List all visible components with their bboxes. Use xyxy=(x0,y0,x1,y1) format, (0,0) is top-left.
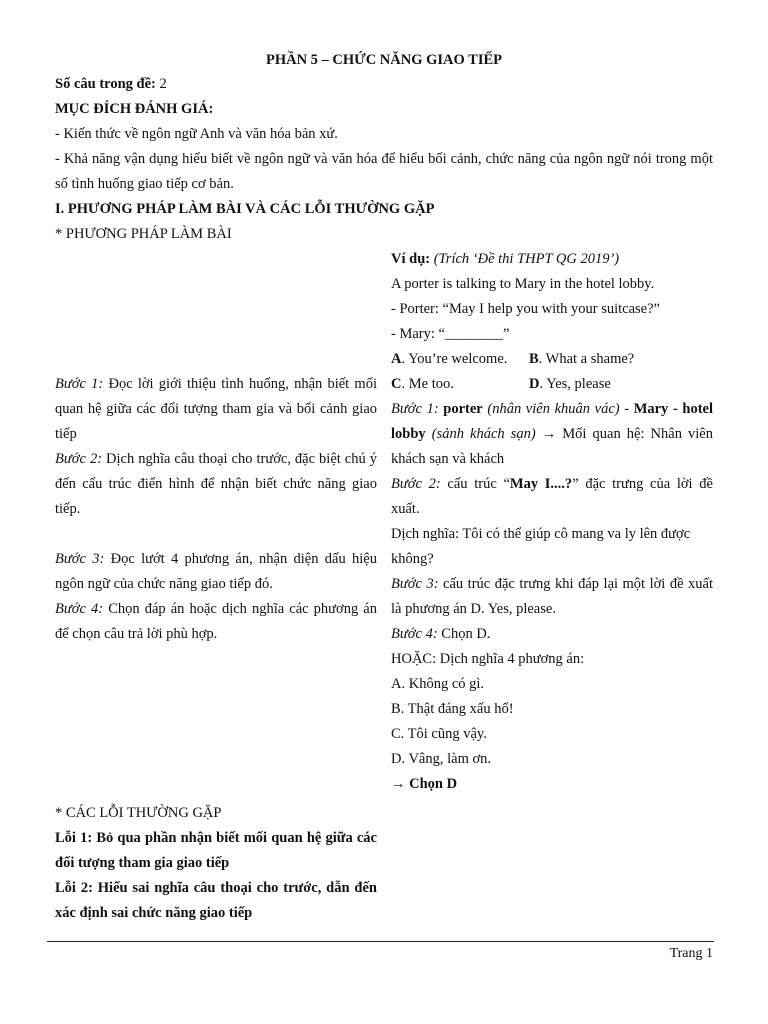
translation-item: C. Tôi cũng vậy. xyxy=(391,726,487,742)
step-2-right: Bước 2: cấu trúc “May I....?” đặc trưng của lời đề xuất. xyxy=(391,476,713,517)
step-3-right: Bước 3: cấu trúc đặc trưng khi đáp lại một lời đề xuất là phương án D. Yes, please. xyxy=(391,576,713,617)
purpose-item: - Khả năng vận dụng hiểu biết về ngôn ngữ và văn hóa để hiểu bối cảnh, chức năng của ngôn ngữ nói trong một số tình huống giao tiếp cơ bản. xyxy=(55,151,713,192)
question-count xyxy=(55,72,713,97)
right-column xyxy=(391,247,713,797)
option-a: A. You’re welcome. xyxy=(391,351,508,367)
step-1-right: Bước 1: porter (nhân viên khuân vác) - Mary - hotel lobby (sảnh khách sạn) → Mối quan hệ: Nhân viên khách sạn và khách xyxy=(391,401,713,467)
step-label: Bước 1: xyxy=(55,376,104,392)
option-d: D. Yes, please xyxy=(529,376,611,392)
option-c: C. Me too. xyxy=(391,376,454,392)
method-heading: * PHƯƠNG PHÁP LÀM BÀI xyxy=(55,226,232,242)
page-title: PHẦN 5 – CHỨC NĂNG GIAO TIẾP xyxy=(265,52,503,68)
options-row xyxy=(391,372,713,397)
errors-column xyxy=(55,826,377,926)
alternative-heading: HOẶC: Dịch nghĩa 4 phương án: xyxy=(391,651,585,667)
two-column-content xyxy=(55,247,713,797)
step-text: Chọn đáp án hoặc dịch nghĩa các phương án để chọn câu trả lời phù hợp. xyxy=(55,601,377,642)
document-page xyxy=(55,48,713,926)
error-item: Lỗi 2: Hiểu sai nghĩa câu thoại cho trước, dẫn đến xác định sai chức năng giao tiếp xyxy=(55,880,377,921)
option-b: B. What a shame? xyxy=(529,351,635,367)
mary-line: - Mary: “________” xyxy=(391,326,510,342)
step-2-left xyxy=(55,447,377,522)
question-count-label: Số câu trong đề: xyxy=(55,76,156,92)
purpose-heading: MỤC ĐÍCH ĐÁNH GIÁ: xyxy=(55,101,214,117)
errors-heading: * CÁC LỖI THƯỜNG GẶP xyxy=(55,805,222,821)
example-context: A porter is talking to Mary in the hotel lobby. xyxy=(391,276,655,292)
errors-block xyxy=(55,826,713,926)
step-2-translation: Dịch nghĩa: Tôi có thể giúp cô mang va ly lên được không? xyxy=(391,526,691,567)
step-text: Đọc lướt 4 phương án, nhận diện dấu hiệu ngôn ngữ của chức năng giao tiếp đó. xyxy=(55,551,377,592)
translation-item: A. Không có gì. xyxy=(391,676,485,692)
step-1-left xyxy=(55,372,377,447)
translation-item: D. Vâng, làm ơn. xyxy=(391,751,492,767)
left-column xyxy=(55,247,377,797)
question-count-value: 2 xyxy=(159,76,167,92)
step-4-right: Bước 4: Chọn D. xyxy=(391,626,491,642)
options-row xyxy=(391,347,713,372)
page-number: Trang 1 xyxy=(669,946,713,961)
porter-line: - Porter: “May I help you with your suitcase?” xyxy=(391,301,660,317)
step-label: Bước 4: xyxy=(55,601,104,617)
step-text: Dịch nghĩa câu thoại cho trước, đặc biệt chú ý đến cấu trúc điển hình để nhận biết chức năng giao tiếp. xyxy=(55,451,377,517)
translation-item: B. Thật đáng xấu hổ! xyxy=(391,701,514,717)
step-label: Bước 2: xyxy=(55,451,103,467)
final-answer: → Chọn D xyxy=(391,776,458,792)
footer-divider xyxy=(47,941,714,942)
step-text: Đọc lời giới thiệu tình huống, nhận biết mối quan hệ giữa các đối tượng tham gia và bối cảnh giao tiếp xyxy=(55,376,377,442)
step-label: Bước 3: xyxy=(55,551,105,567)
step-3-left xyxy=(55,547,377,597)
example-source: (Trích ‘Đề thi THPT QG 2019’) xyxy=(433,251,620,267)
example-label: Ví dụ: xyxy=(391,251,431,267)
example-header xyxy=(391,247,713,272)
purpose-item: - Kiến thức về ngôn ngữ Anh và văn hóa bản xứ. xyxy=(55,126,338,142)
step-4-left xyxy=(55,597,377,647)
section-heading: I. PHƯƠNG PHÁP LÀM BÀI VÀ CÁC LỖI THƯỜNG GẶP xyxy=(55,201,435,217)
error-item: Lỗi 1: Bỏ qua phần nhận biết mối quan hệ giữa các đối tượng tham gia giao tiếp xyxy=(55,830,377,871)
